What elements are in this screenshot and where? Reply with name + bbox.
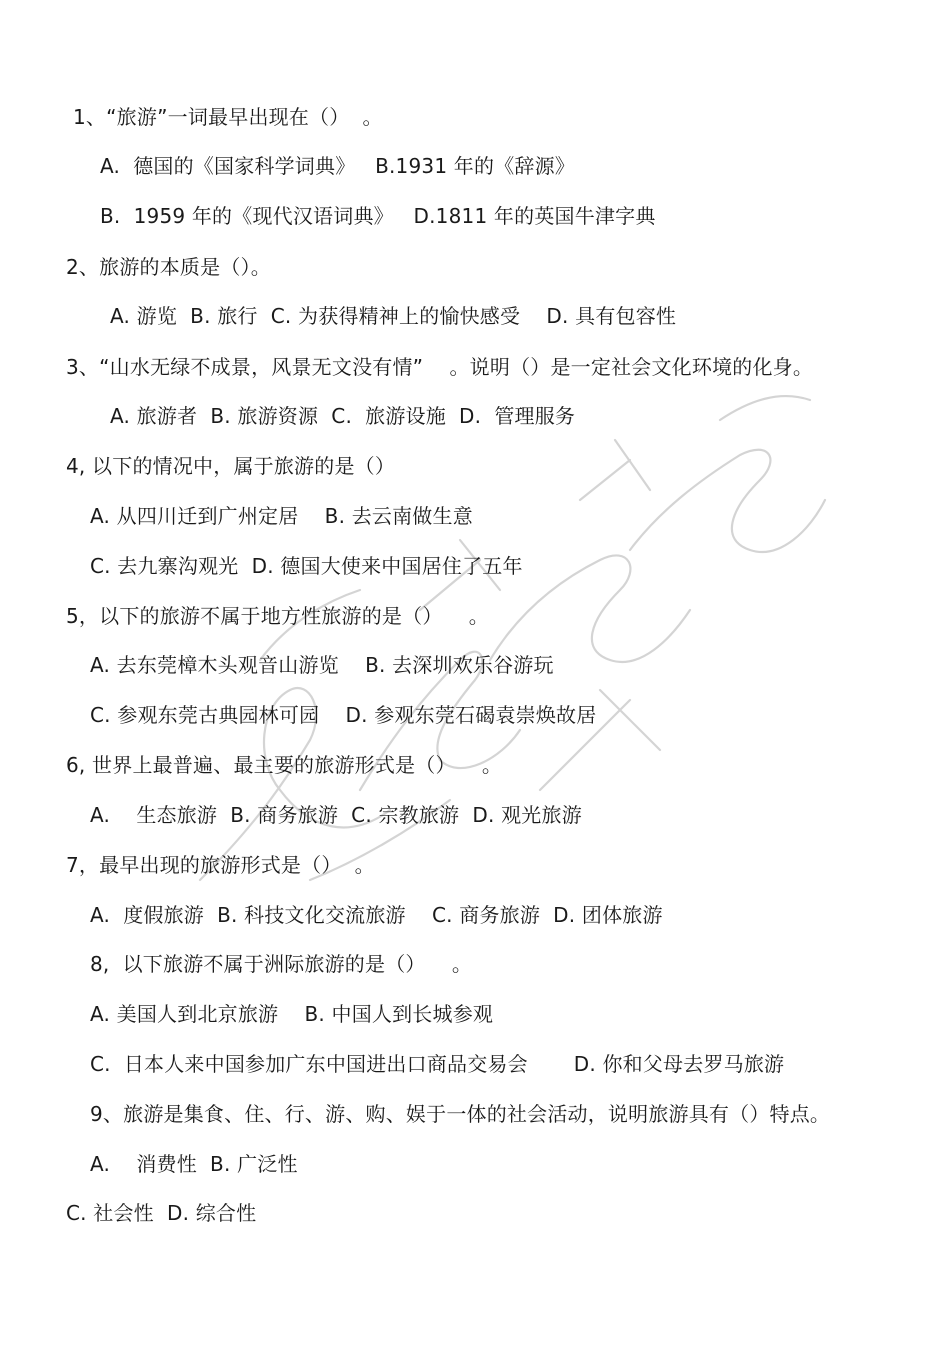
q2-options: A. 游览 B. 旅行 C. 为获得精神上的愉快感受 D. 具有包容性 bbox=[110, 304, 677, 328]
q5-stem: 5，以下的旅游不属于地方性旅游的是（） 。 bbox=[66, 604, 489, 628]
q7-options: A. 度假旅游 B. 科技文化交流旅游 C. 商务旅游 D. 团体旅游 bbox=[90, 903, 663, 927]
q8-options-row2: C. 日本人来中国参加广东中国进出口商品交易会 D. 你和父母去罗马旅游 bbox=[90, 1052, 785, 1076]
q6-stem: 6, 世界上最普遍、最主要的旅游形式是（） 。 bbox=[66, 753, 503, 777]
q8-stem: 8, 以下旅游不属于洲际旅游的是（） 。 bbox=[90, 952, 473, 976]
q4-stem: 4, 以下的情况中，属于旅游的是（） bbox=[66, 454, 396, 478]
q8-options-row1: A. 美国人到北京旅游 B. 中国人到长城参观 bbox=[90, 1002, 494, 1026]
q5-options-row2: C. 参观东莞古典园林可园 D. 参观东莞石碣袁崇焕故居 bbox=[90, 703, 597, 727]
q9-stem: 9、旅游是集食、住、行、游、购、娱于一体的社会活动，说明旅游具有（）特点。 bbox=[90, 1102, 831, 1126]
q1-stem: 1、“旅游”一词最早出现在（） 。 bbox=[73, 105, 383, 129]
q1-options-row1: A. 德国的《国家科学词典》 B.1931 年的《辞源》 bbox=[100, 154, 576, 178]
q3-options: A. 旅游者 B. 旅游资源 C. 旅游设施 D. 管理服务 bbox=[110, 404, 576, 428]
q9-options-row1: A. 消费性 B. 广泛性 bbox=[90, 1152, 298, 1176]
q6-options: A. 生态旅游 B. 商务旅游 C. 宗教旅游 D. 观光旅游 bbox=[90, 803, 582, 827]
q4-options-row2: C. 去九寨沟观光 D. 德国大使来中国居住了五年 bbox=[90, 554, 523, 578]
q2-stem: 2、旅游的本质是（）。 bbox=[66, 255, 271, 279]
watermark-graphic bbox=[160, 360, 860, 920]
q3-stem: 3、“山水无绿不成景，风景无文没有情” 。说明（）是一定社会文化环境的化身。 bbox=[66, 355, 814, 379]
q1-options-row2: B. 1959 年的《现代汉语词典》 D.1811 年的英国牛津字典 bbox=[100, 204, 656, 228]
q4-options-row1: A. 从四川迁到广州定居 B. 去云南做生意 bbox=[90, 504, 473, 528]
q5-options-row1: A. 去东莞樟木头观音山游览 B. 去深圳欢乐谷游玩 bbox=[90, 653, 554, 677]
q9-options-row2: C. 社会性 D. 综合性 bbox=[66, 1201, 257, 1225]
q7-stem: 7，最早出现的旅游形式是（） 。 bbox=[66, 853, 375, 877]
